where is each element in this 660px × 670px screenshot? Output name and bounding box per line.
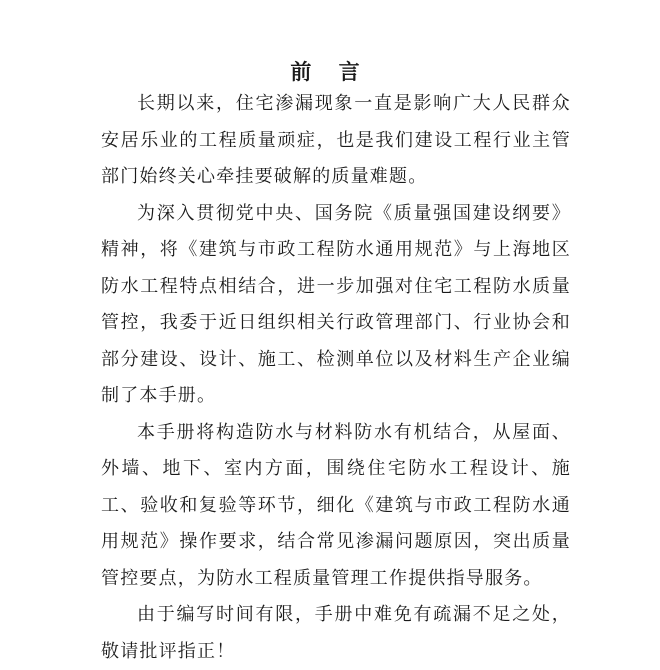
- page-title: 前 言: [290, 60, 370, 84]
- paragraph-closing: 由于编写时间有限，手册中难免有疏漏不足之处，敬请批评指正！: [101, 604, 571, 662]
- paragraph-background: 为深入贯彻党中央、国务院《质量强国建设纲要》精神，将《建筑与市政工程防水通用规范》与上海地区防水工程特点相结合，进一步加强对住宅工程防水质量管控，我委于近日组织相关行政管理部门、行业协会和部分建设、设计、施工、检测单位以及材料生产企业编制了本手册。: [101, 202, 571, 406]
- body-text: [101, 86, 571, 670]
- paragraph-intro: 长期以来，住宅渗漏现象一直是影响广大人民群众安居乐业的工程质量顽症，也是我们建设工程行业主管部门始终关心牵挂要破解的质量难题。: [101, 93, 571, 187]
- paragraph-scope: 本手册将构造防水与材料防水有机结合，从屋面、外墙、地下、室内方面，围绕住宅防水工程设计、施工、验收和复验等环节，细化《建筑与市政工程防水通用规范》操作要求，结合常见渗漏问题原因，突出质量管控要点，为防水工程质量管理工作提供指导服务。: [101, 421, 571, 589]
